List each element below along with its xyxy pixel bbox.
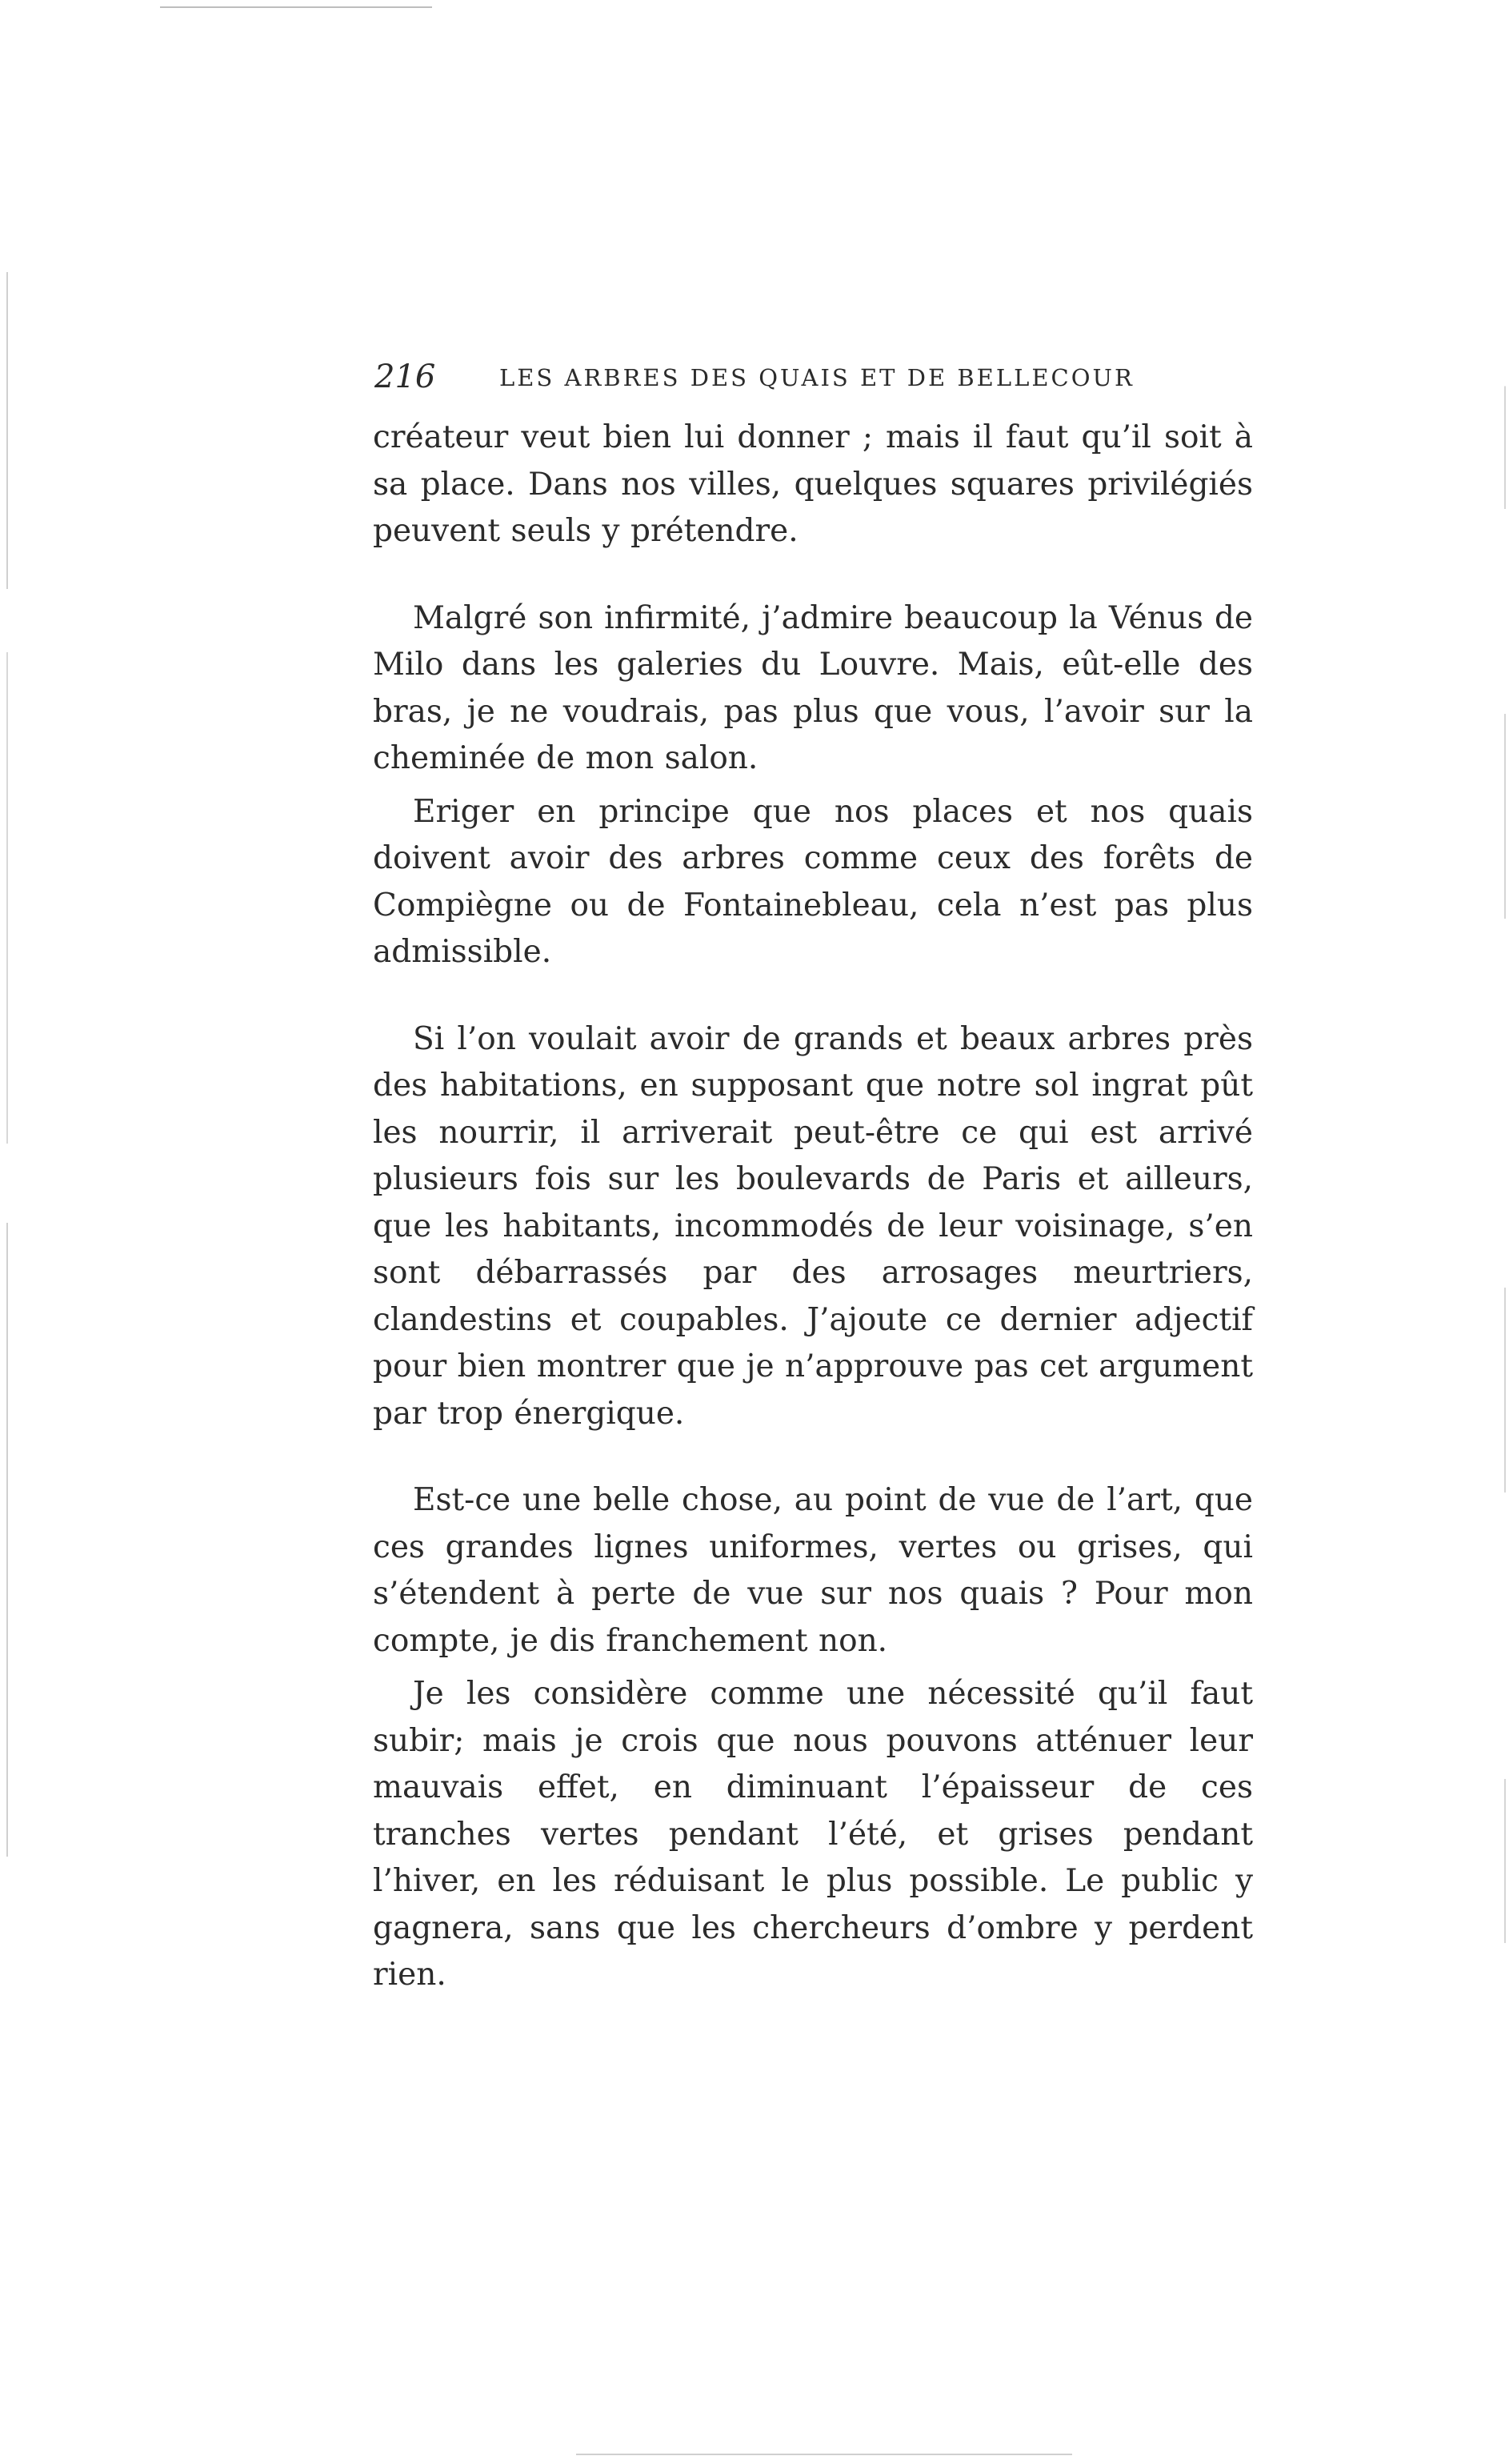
running-title: LES ARBRES DES QUAIS ET DE BELLECOUR: [499, 364, 1135, 391]
paragraph-1: créateur veut bien lui donner ; mais il faut qu’il soit à sa place. Dans nos villes, quelques squares privilégiés peuvent seuls y prétendre.: [373, 419, 1253, 549]
paragraph-2: Malgré son infirmité, j’admire beaucoup la Vénus de Milo dans les galeries du Louvre. Mais, eût-elle des bras, je ne voudrais, pas plus que vous, l’avoir sur la cheminée de mon salon.: [373, 599, 1253, 776]
scan-edge-top: [160, 6, 432, 8]
page-number: 216: [374, 359, 436, 395]
body-text: [373, 415, 1253, 1999]
scan-gutter-left: [6, 272, 8, 1857]
paragraph-3: Eriger en principe que nos places et nos quais doivent avoir des arbres comme ceux des forêts de Compiègne ou de Fontainebleau, cela n’est pas plus admissible.: [373, 793, 1253, 970]
paragraph-4: Si l’on voulait avoir de grands et beaux arbres près des habitations, en supposant que notre sol ingrat pût les nourrir, il arriverait peut-être ce qui est arrivé plusieurs fois sur les boulevards de Paris et ailleurs, que les habitants, incommodés de leur voisinage, s’en sont débarrassés par des arrosages meurtriers, clandestins et coupables. J’ajoute ce dernier adjectif pour bien montrer que je n’approuve pas cet argument par trop énergique.: [373, 1020, 1253, 1432]
scan-edge-bottom: [576, 2454, 1072, 2455]
paragraph-6: Je les considère comme une nécessité qu’il faut subir; mais je crois que nous pouvons atténuer leur mauvais effet, en diminuant l’épaisseur de ces tranches vertes pendant l’été, et grises pendant l’hiver, en les réduisant le plus possible. Le public y gagnera, sans que les chercheurs d’ombre y perdent rien.: [373, 1676, 1253, 1993]
paragraph-5: Est-ce une belle chose, au point de vue de l’art, que ces grandes lignes uniformes, vertes ou grises, qui s’étendent à perte de vue sur nos quais ? Pour mon compte, je dis franchement non.: [373, 1482, 1253, 1659]
scan-gutter-right: [1504, 304, 1506, 2353]
running-head: [374, 357, 1271, 397]
